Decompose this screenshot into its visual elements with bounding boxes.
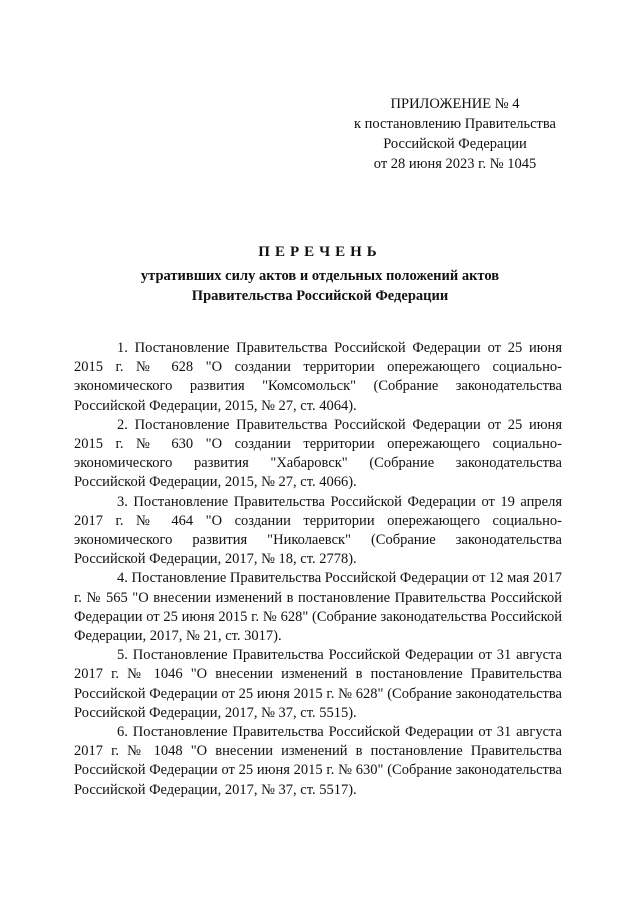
list-item: 4. Постановление Правительства Российской Федерации от 12 мая 2017 г. № 565 "О внесении изменений в постановление Правительства Российской Федерации от 25 июня 2015 г. № 628" (Собрание законодательства Российской Федерации, 2017, № 21, ст. 3017).: [74, 570, 562, 645]
acts-list: [74, 339, 562, 800]
appendix-reference-line: к постановлению Правительства: [354, 116, 556, 132]
list-item: 6. Постановление Правительства Российской Федерации от 31 августа 2017 г. № 1048 "О внесении изменений в постановление Правительства Российской Федерации от 25 июня 2015 г. № 630" (Собрание законодательства Российской Федерации, 2017, № 37, ст. 5517).: [74, 724, 562, 798]
subtitle-line: утративших силу актов и отдельных положений актов: [140, 268, 500, 284]
appendix-reference-line: Российской Федерации: [383, 136, 527, 152]
list-item: 3. Постановление Правительства Российской Федерации от 19 апреля 2017 г. № 464 "О создании территории опережающего социально-экономического развития "Николаевск" (Собрание законодательства Российской Федерации, 2017, № 18, ст. 2778).: [74, 493, 562, 568]
appendix-date-line: от 28 июня 2023 г. № 1045: [373, 156, 537, 172]
document-subtitle: [60, 266, 580, 306]
list-item: 5. Постановление Правительства Российской Федерации от 31 августа 2017 г. № 1046 "О внесении изменений в постановление Правительства Российской Федерации от 25 июня 2015 г. № 628" (Собрание законодательства Российской Федерации, 2017, № 37, ст. 5515).: [74, 647, 562, 721]
list-item: 2. Постановление Правительства Российской Федерации от 25 июня 2015 г. № 630 "О создании территории опережающего социально-экономического развития "Хабаровск" (Собрание законодательства Российской Федерации, 2015, № 27, ст. 4066).: [74, 416, 562, 491]
document-title: ПЕРЕЧЕНЬ: [258, 244, 382, 260]
appendix-header: [330, 94, 580, 174]
appendix-number: ПРИЛОЖЕНИЕ № 4: [390, 96, 520, 112]
subtitle-line: Правительства Российской Федерации: [191, 288, 449, 304]
list-item: 1. Постановление Правительства Российской Федерации от 25 июня 2015 г. № 628 "О создании территории опережающего социально-экономического развития "Комсомольск" (Собрание законодательства Российской Федерации, 2015, № 27, ст. 4064).: [74, 340, 562, 414]
